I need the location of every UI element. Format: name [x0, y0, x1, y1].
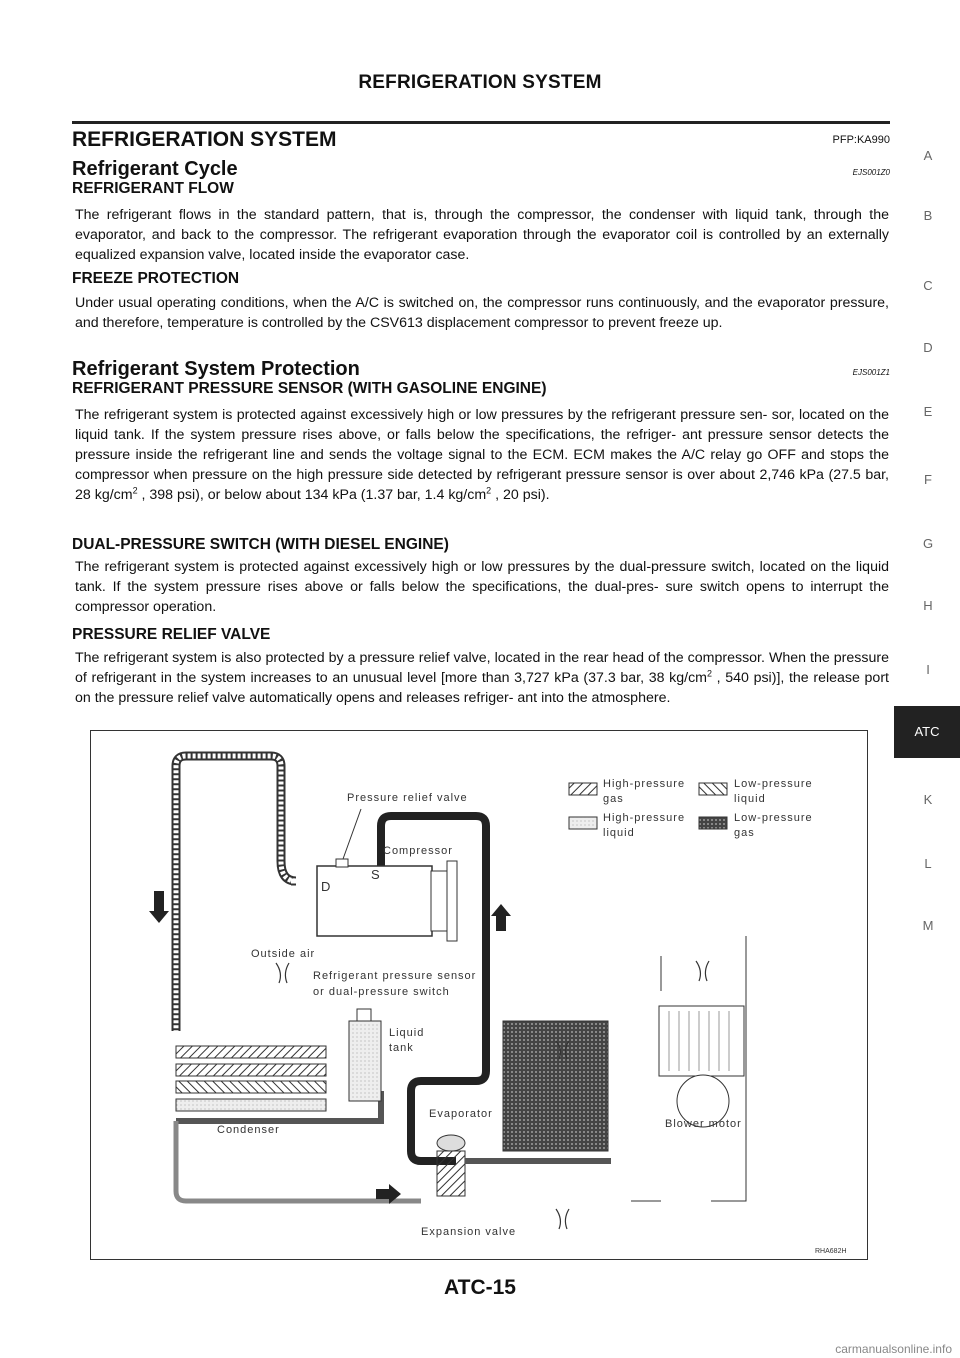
label-liquid-line-1: Liquid	[389, 1027, 425, 1039]
tab-m[interactable]: M	[922, 918, 934, 933]
blower-fan	[659, 1006, 744, 1076]
diagram-svg	[91, 731, 869, 1261]
pressure-sensor-heading: REFRIGERANT PRESSURE SENSOR (WITH GASOLINE ENGINE)	[72, 380, 547, 397]
label-expansion-valve: Expansion valve	[421, 1226, 517, 1238]
legend-lp-gas-1: Low-pressure	[734, 812, 813, 824]
tab-atc[interactable]: ATC	[894, 706, 960, 758]
legend-lp-gas-2: gas	[734, 827, 755, 839]
tab-g[interactable]: G	[922, 536, 934, 551]
label-sensor-line-2: or dual-pressure switch	[313, 986, 450, 998]
dual-pressure-heading: DUAL-PRESSURE SWITCH (WITH DIESEL ENGINE)	[72, 536, 449, 553]
tab-i[interactable]: I	[926, 662, 930, 677]
tab-f[interactable]: F	[924, 472, 932, 487]
tab-e[interactable]: E	[923, 404, 933, 419]
refrigerant-flow-text: The refrigerant flows in the standard pattern, that is, through the compressor, the condenser with liquid tank, through the evaporator, and back to the compressor. The refrigerant evaporation through the evaporator coil is controlled by an externally equalized expansion valve, located inside the evaporator case.	[75, 207, 889, 263]
legend-hp-liquid-1: High-pressure	[603, 812, 686, 824]
label-s: S	[371, 867, 381, 882]
legend-swatch-hp-gas	[569, 783, 597, 795]
legend-hp-gas-2: gas	[603, 793, 624, 805]
relief-valve-heading: PRESSURE RELIEF VALVE	[72, 626, 271, 643]
label-compressor: Compressor	[383, 845, 453, 857]
title-rule	[72, 121, 890, 124]
legend-hp-liquid-2: liquid	[603, 827, 635, 839]
watermark[interactable]: carmanualsonline.info	[835, 1342, 952, 1356]
system-protection-code: EJS001Z1	[852, 368, 890, 377]
figure-code: RHA682H	[815, 1248, 847, 1255]
section-tabs	[896, 0, 960, 1358]
tab-h[interactable]: H	[923, 598, 933, 613]
system-protection-heading: Refrigerant System Protection	[72, 358, 360, 380]
page-number: ATC-15	[444, 1276, 516, 1299]
legend-hp-gas-1: High-pressure	[603, 778, 686, 790]
legend-swatch-lp-gas	[699, 817, 727, 829]
label-sensor-line-1: Refrigerant pressure sensor	[313, 970, 477, 982]
running-head: REFRIGERATION SYSTEM	[358, 72, 602, 93]
tab-l[interactable]: L	[924, 856, 932, 871]
liquid-tank	[349, 1021, 381, 1101]
label-outside-air: Outside air	[251, 948, 316, 960]
flow-arrow-up	[491, 904, 511, 931]
label-evaporator: Evaporator	[429, 1108, 493, 1120]
legend-lp-liquid-2: liquid	[734, 793, 766, 805]
tab-c[interactable]: C	[923, 278, 933, 293]
freeze-protection-heading: FREEZE PROTECTION	[72, 270, 240, 287]
tab-d[interactable]: D	[923, 340, 933, 355]
label-liquid-line-2: tank	[389, 1042, 414, 1054]
section-title: REFRIGERATION SYSTEM	[72, 128, 337, 151]
hp-gas-line	[176, 756, 296, 1031]
label-d: D	[321, 879, 332, 894]
relief-valve-stub	[336, 859, 348, 867]
refrigeration-diagram	[90, 730, 868, 1260]
refrigerant-cycle-heading: Refrigerant Cycle	[72, 158, 238, 180]
tab-k[interactable]: K	[923, 792, 933, 807]
relief-valve-text: The refrigerant system is also protected by a pressure relief valve, located in the rear head of the compressor. When the pressure of refrigerant in the system increases to an unusual level [more than 3,727 kPa (37.3 bar, 38 $kg/cm^2$ , 540 psi)], the release port on the pressure relief valve automatically opens and releases refriger- ant into the atmosphere.	[75, 650, 889, 706]
refrigerant-cycle-code: EJS001Z0	[852, 168, 890, 177]
flow-arrow-down	[149, 891, 169, 923]
evaporator-core	[503, 1021, 608, 1151]
legend-lp-liquid-1: Low-pressure	[734, 778, 813, 790]
freeze-protection-text: Under usual operating conditions, when the A/C is switched on, the compressor runs continuously, and the evaporator pressure, and therefore, temperature is controlled by the CSV613 displacement compressor to prevent freeze up.	[75, 295, 889, 331]
condenser-core	[176, 1046, 326, 1058]
legend-swatch-hp-liquid	[569, 817, 597, 829]
dual-pressure-text: The refrigerant system is protected against excessively high or low pressures by the dual-pressure switch, located on the liquid tank. If the system pressure rises above or falls below the specifications, the dual-pres- sure switch opens to interrupt the compressor operation.	[75, 559, 889, 615]
legend-swatch-lp-liquid	[699, 783, 727, 795]
label-blower-motor: Blower motor	[665, 1118, 742, 1130]
tab-b[interactable]: B	[923, 208, 933, 223]
pfp-code: PFP:KA990	[832, 134, 890, 146]
label-condenser: Condenser	[217, 1124, 280, 1136]
tab-a[interactable]: A	[923, 148, 933, 163]
expansion-valve	[437, 1151, 465, 1196]
air-arrows	[276, 961, 709, 1229]
pressure-sensor-text: The refrigerant system is protected against excessively high or low pressures by the refrigerant pressure sen- sor, located on the liquid tank. If the system pressure rises above, or falls below the specifications, the refriger- ant pressure sensor detects the pressure inside the refrigerant line and sends the voltage signal to the ECM. ECM makes the A/C relay go OFF and stops the compressor when pressure on the high pressure side detected by refrigerant pressure sensor is over about 2,746 kPa (27.5 bar, 28 $kg/cm^2$ , 398 psi), or below about 134 kPa (1.37 bar, 1.4 $kg/cm^2$ , 20 psi).	[75, 407, 889, 503]
refrigerant-flow-heading: REFRIGERANT FLOW	[72, 180, 234, 197]
label-pressure-relief-valve: Pressure relief valve	[347, 792, 468, 804]
